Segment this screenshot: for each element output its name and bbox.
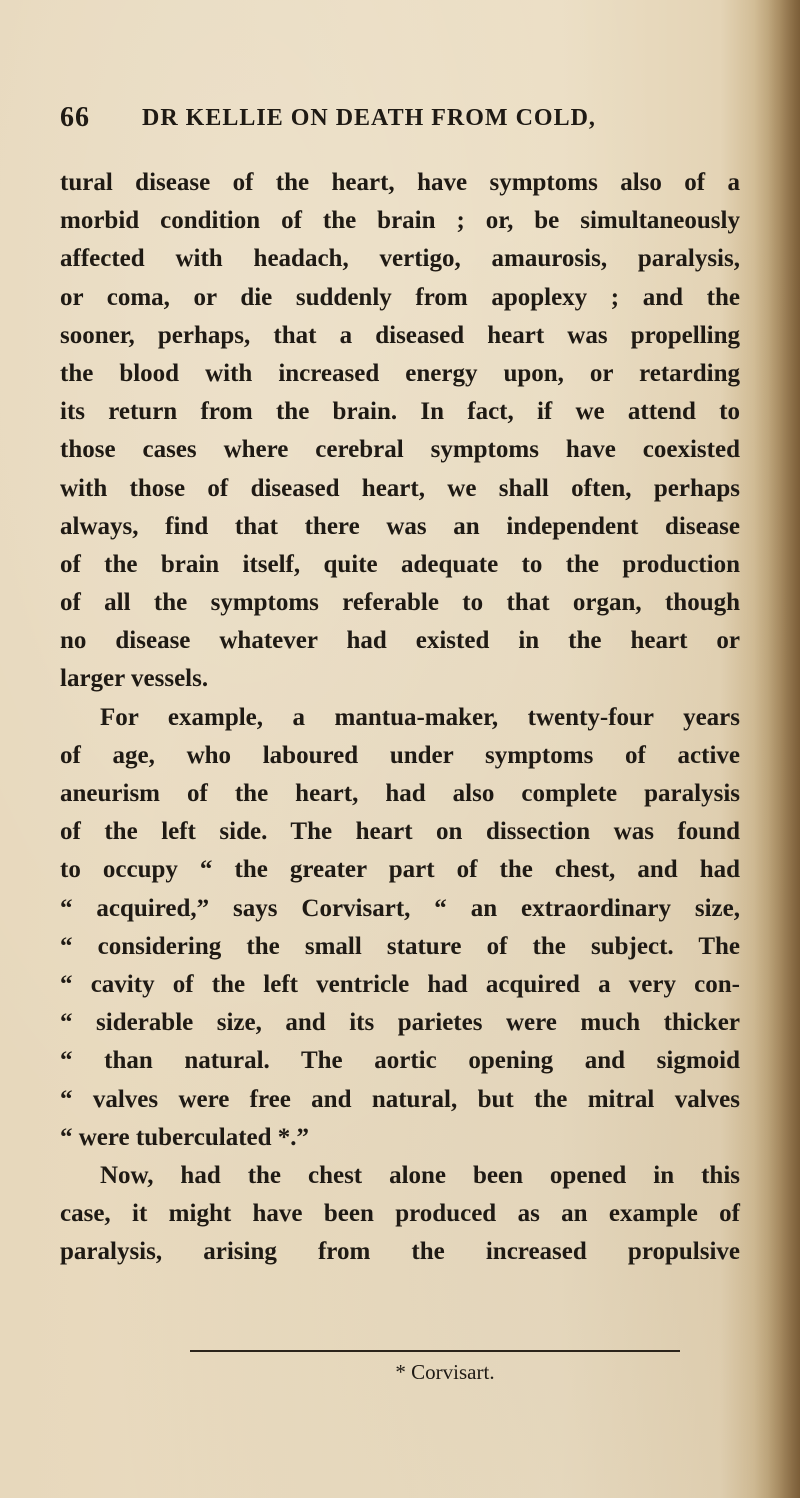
text-line: those cases where cerebral symptoms have coexisted <box>60 436 740 464</box>
text-line: aneurism of the heart, had also complete paralysis <box>60 780 740 807</box>
footnote: * Corvisart. <box>395 1360 495 1384</box>
footnote-divider <box>190 1350 680 1352</box>
text-line: of the brain itself, quite adequate to the production <box>60 550 740 578</box>
text-line-paragraph-start: For example, a mantua-maker, twenty-four years <box>100 703 740 731</box>
page-number: 66 <box>60 102 90 133</box>
text-line: to occupy “ the greater part of the chest, and had <box>60 856 740 884</box>
text-line: sooner, perhaps, that a diseased heart was propelling <box>60 321 740 349</box>
text-line: affected with headach, vertigo, amaurosis, paralysis, <box>60 245 740 273</box>
text-line: of all the symptoms referable to that organ, though <box>60 589 740 617</box>
text-line: of age, who laboured under symptoms of active <box>60 741 740 769</box>
text-line: the blood with increased energy upon, or retarding <box>60 359 740 387</box>
text-line: “ acquired,” says Corvisart, “ an extraordinary size, <box>60 894 740 922</box>
text-line: or coma, or die suddenly from apoplexy ; and the <box>60 283 740 311</box>
text-line-paragraph-start: Now, had the chest alone been opened in this <box>100 1161 740 1189</box>
text-line-paragraph-end: larger vessels. <box>60 665 209 693</box>
text-line: tural disease of the heart, have symptoms also of a <box>60 169 740 196</box>
text-line: with those of diseased heart, we shall often, perhaps <box>60 474 740 502</box>
text-line-paragraph-end: “ were tuberculated *.” <box>60 1123 310 1151</box>
text-line: morbid condition of the brain ; or, be simultaneously <box>60 207 740 235</box>
text-line: “ than natural. The aortic opening and sigmoid <box>60 1047 740 1075</box>
text-line: “ cavity of the left ventricle had acquired a very con- <box>60 970 740 998</box>
text-line: case, it might have been produced as an example of <box>60 1200 740 1228</box>
text-line: “ siderable size, and its parietes were much thicker <box>60 1009 740 1037</box>
text-line: no disease whatever had existed in the heart or <box>60 627 740 655</box>
text-line: “ valves were free and natural, but the mitral valves <box>60 1085 740 1113</box>
running-head: DR KELLIE ON DEATH FROM COLD, <box>142 104 596 131</box>
body-text <box>60 164 740 1271</box>
page-edge-shadow <box>754 0 800 1498</box>
text-line: always, find that there was an independent disease <box>60 512 740 540</box>
text-line: “ considering the small stature of the subject. The <box>60 932 740 960</box>
text-line: its return from the brain. In fact, if we attend to <box>60 398 740 426</box>
text-line: of the left side. The heart on dissection was found <box>60 818 740 846</box>
page-header <box>60 98 720 138</box>
text-line: paralysis, arising from the increased propulsive <box>60 1238 740 1266</box>
